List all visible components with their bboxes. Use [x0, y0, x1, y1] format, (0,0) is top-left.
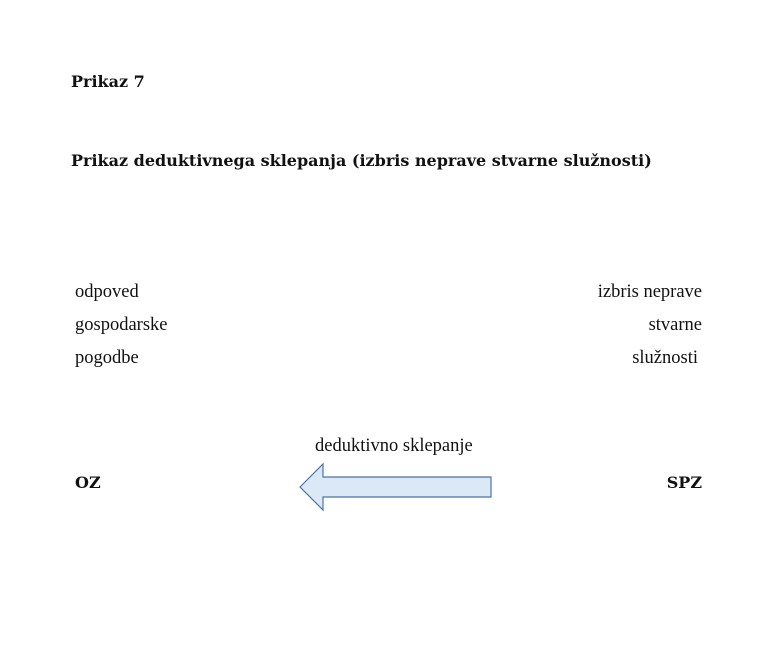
left-node-abbreviation: OZ — [75, 473, 101, 492]
diagram-caption: Prikaz deduktivnega sklepanja (izbris neprave stvarne služnosti) — [71, 151, 652, 170]
arrow-shape — [300, 464, 491, 510]
left-concept-line: pogodbe — [75, 348, 139, 368]
left-concept-line: odpoved — [75, 282, 139, 302]
figure-label: Prikaz 7 — [71, 72, 145, 91]
left-concept-text — [75, 276, 167, 375]
left-arrow-icon — [297, 462, 497, 514]
right-concept-line: služnosti — [632, 348, 698, 368]
right-concept-line: stvarne — [648, 315, 702, 335]
arrow-label: deduktivno sklepanje — [315, 436, 473, 456]
left-concept-line: gospodarske — [75, 315, 168, 335]
right-node-abbreviation: SPZ — [666, 473, 702, 492]
right-concept-line: izbris neprave — [597, 282, 702, 302]
right-concept-text — [598, 276, 702, 375]
